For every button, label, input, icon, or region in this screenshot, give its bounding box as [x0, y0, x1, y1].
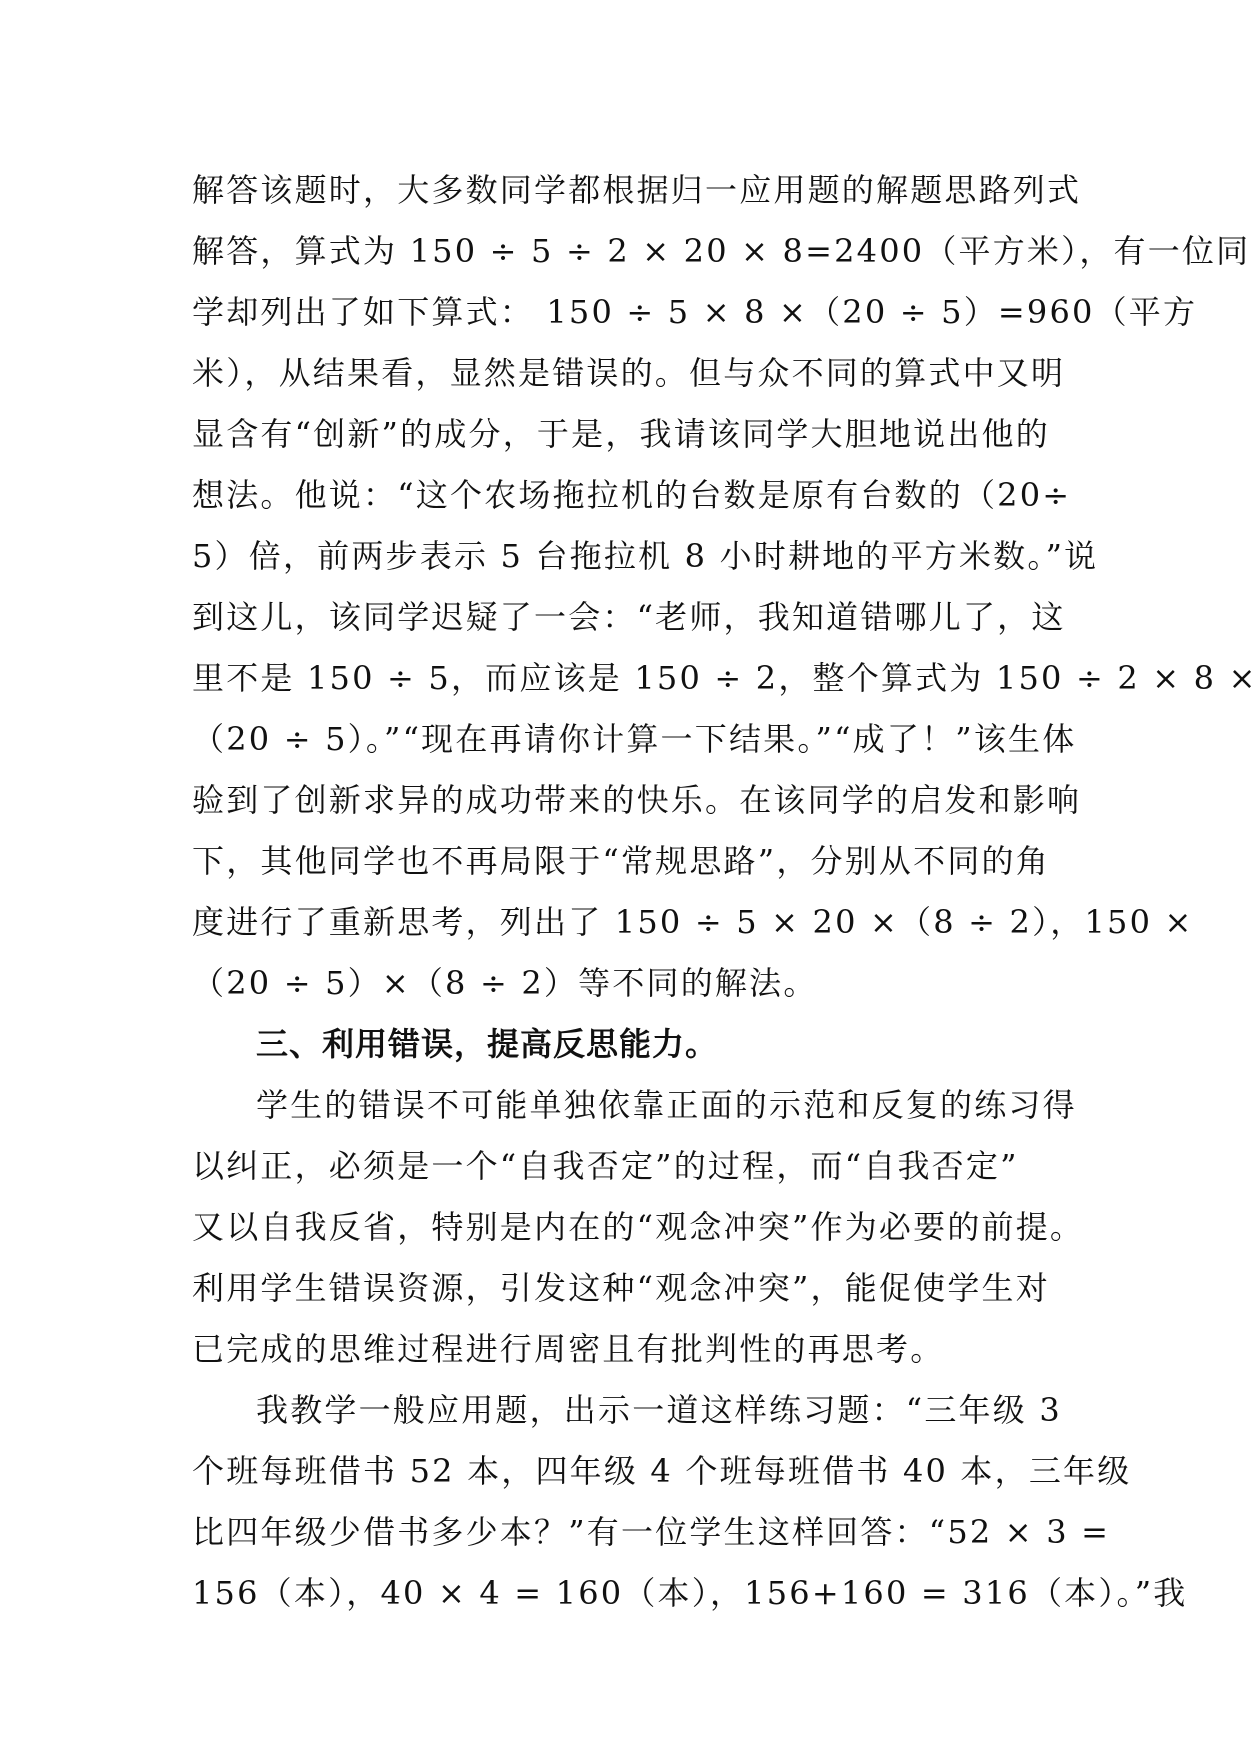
paragraph-2: [192, 1075, 1085, 1380]
text-line: 学生的错误不可能单独依靠正面的示范和反复的练习得: [256, 1086, 1077, 1124]
text-line: 学却列出了如下算式： 150 ÷ 5 × 8 ×（20 ÷ 5）=960（平方: [192, 293, 1198, 331]
text-line: 米），从结果看，显然是错误的。但与众不同的算式中又明: [192, 354, 1066, 392]
text-line: 显含有“创新”的成分，于是，我请该同学大胆地说出他的: [192, 415, 1050, 453]
text-line: 个班每班借书 52 本，四年级 4 个班每班借书 40 本，三年级: [192, 1452, 1132, 1490]
text-line: 已完成的思维过程进行周密且有批判性的再思考。: [192, 1330, 945, 1368]
text-line: （20 ÷ 5）×（8 ÷ 2）等不同的解法。: [192, 964, 818, 1002]
text-line: 到这儿，该同学迟疑了一会：“老师，我知道错哪儿了，这: [192, 598, 1066, 636]
text-line: 里不是 150 ÷ 5，而应该是 150 ÷ 2，整个算式为 150 ÷ 2 × 8 ×: [192, 659, 1258, 697]
text-line: 比四年级少借书多少本？”有一位学生这样回答：“52 × 3 =: [192, 1513, 1111, 1551]
paragraph-3: [192, 1380, 1188, 1624]
text-line: 解答该题时，大多数同学都根据归一应用题的解题思路列式: [192, 171, 1082, 209]
text-line: 验到了创新求异的成功带来的快乐。在该同学的启发和影响: [192, 781, 1082, 819]
text-line: 想法。他说：“这个农场拖拉机的台数是原有台数的（20÷: [192, 476, 1072, 514]
text-line: （20 ÷ 5）。”“现在再请你计算一下结果。”“成了！”该生体: [192, 720, 1077, 758]
text-line: 5）倍，前两步表示 5 台拖拉机 8 小时耕地的平方米数。”说: [192, 537, 1099, 575]
paragraph-1: [192, 160, 1258, 1014]
text-line: 解答，算式为 150 ÷ 5 ÷ 2 × 20 × 8=2400（平方米），有一位同: [192, 232, 1251, 270]
document-body: [192, 160, 1258, 1624]
text-line: 156（本），40 × 4 = 160（本），156+160 = 316（本）。”我: [192, 1574, 1188, 1612]
text-line: 下，其他同学也不再局限于“常规思路”，分别从不同的角: [192, 842, 1050, 880]
text-line: 度进行了重新思考，列出了 150 ÷ 5 × 20 ×（8 ÷ 2），150 ×: [192, 903, 1194, 941]
text-line: 以纠正，必须是一个“自我否定”的过程，而“自我否定”: [192, 1147, 1019, 1185]
text-line: 我教学一般应用题，出示一道这样练习题：“三年级 3: [256, 1391, 1062, 1429]
text-line: 利用学生错误资源，引发这种“观念冲突”，能促使学生对: [192, 1269, 1050, 1307]
text-line: 又以自我反省，特别是内在的“观念冲突”作为必要的前提。: [192, 1208, 1085, 1246]
section-heading: 三、利用错误，提高反思能力。: [256, 1025, 719, 1063]
